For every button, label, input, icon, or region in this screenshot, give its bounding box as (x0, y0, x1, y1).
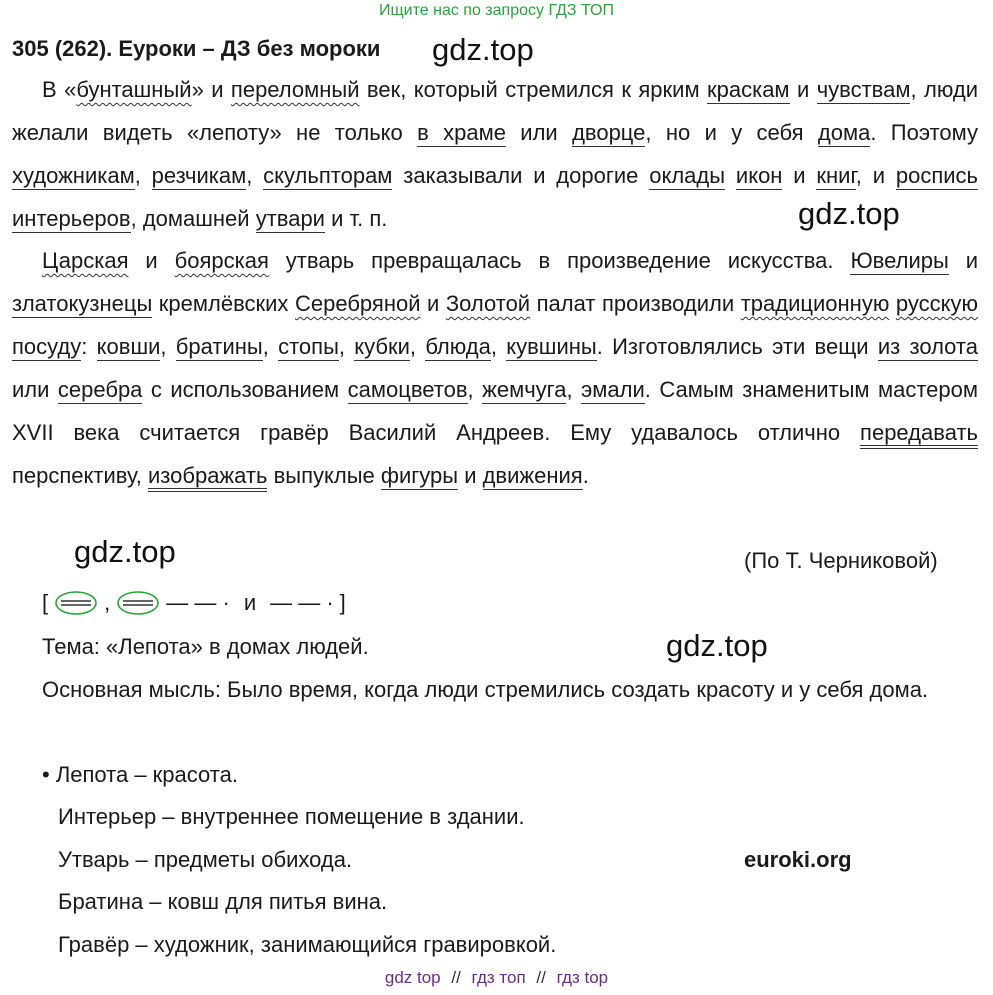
footer-link[interactable]: гдз топ (471, 968, 526, 987)
site-label: euroki.org (744, 847, 852, 872)
footer-separator: // (451, 968, 461, 987)
scheme-subject-oval (54, 590, 98, 616)
footer-link[interactable]: гдз top (556, 968, 609, 987)
scheme-subject-oval (116, 590, 160, 616)
glossary-item: Утварь – предметы обихода. (58, 847, 353, 872)
glossary-item: Интерьер – внутреннее помещение в здании. (58, 804, 525, 829)
footer-link[interactable]: gdz top (384, 968, 441, 987)
sentence-scheme (42, 590, 346, 616)
paragraph-2: Царская и боярская утварь превращалась в произведение искусства. Ювелиры и златокузнецы кремлёвских Серебряной и Золотой палат производили традиционную русскую посуду: ковши, братины, стопы, кубки, блюда, кувшины. Изготовлялись эти вещи из золота или серебра с использованием самоцветов, жемчуга, эмали. Самым знаменитым мастером XVII века считается гравёр Василий Андреев. Ему удавалось отлично передавать перспективу, изображать выпуклые фигуры и движения. (12, 239, 978, 497)
glossary-item: • Лепота – красота. (42, 762, 238, 787)
exercise-heading: 305 (262). Еуроки – ДЗ без мороки (12, 36, 381, 61)
watermark: gdz.top (666, 628, 768, 663)
scheme-comma: , (104, 590, 111, 615)
scheme-close-bracket: ] (339, 590, 346, 615)
watermark: gdz.top (432, 32, 534, 67)
scheme-conjunction: и (243, 590, 257, 615)
watermark: gdz.top (74, 534, 176, 569)
scheme-predicate: — — · (270, 590, 334, 615)
scheme-predicate: — — · (166, 590, 230, 615)
attribution: (По Т. Черниковой) (744, 548, 938, 573)
watermark: gdz.top (798, 196, 900, 231)
main-idea: Основная мысль: Было время, когда люди стремились создать красоту и у себя дома. (42, 677, 929, 702)
footer-separator: // (536, 968, 546, 987)
paragraph-1: В «бунташный» и переломный век, который стремился к ярким краскам и чувствам, люди желали видеть «лепоту» не только в храме или дворце, но и у себя дома. Поэтому художникам, резчикам, скульпторам заказывали и дорогие оклады икон и книг, и роспись интерьеров, домашней утвари и т. п. (12, 77, 979, 231)
scheme-open-bracket: [ (42, 590, 49, 615)
glossary-item: Братина – ковш для питья вина. (58, 889, 388, 914)
theme: Тема: «Лепота» в домах людей. (42, 634, 369, 659)
glossary-item: Гравёр – художник, занимающийся гравировкой. (58, 932, 557, 957)
footer (0, 968, 993, 988)
top-banner: Ищите нас по запросу ГДЗ ТОП (379, 2, 614, 19)
